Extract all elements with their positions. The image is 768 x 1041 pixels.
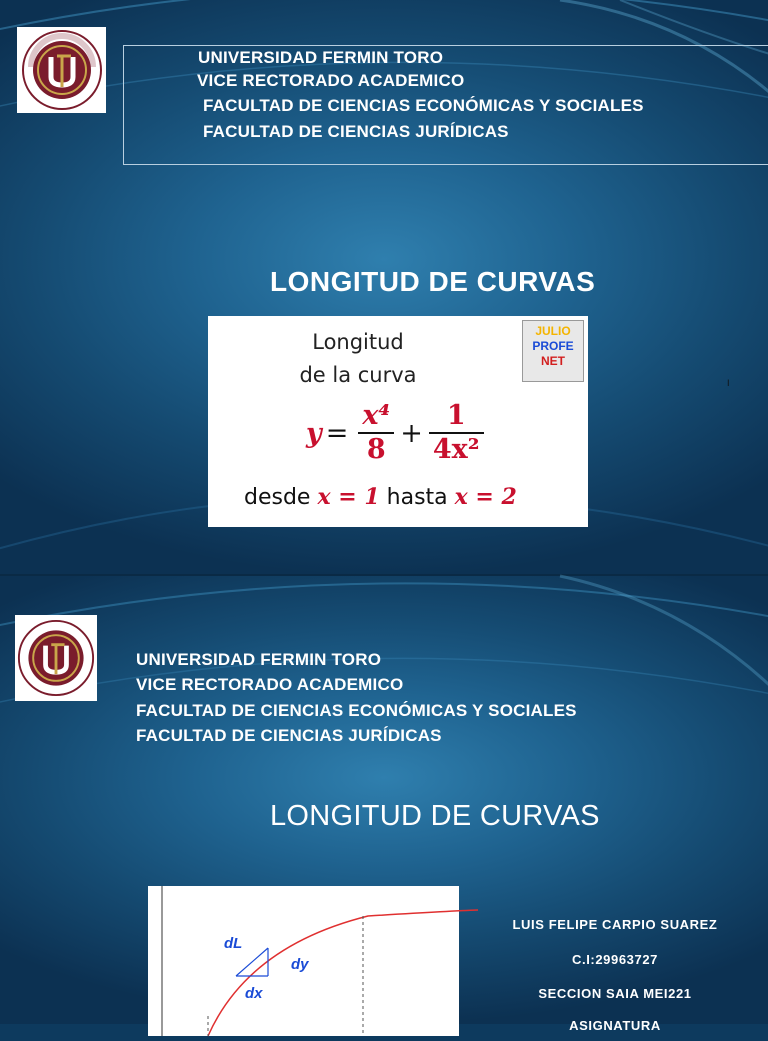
author-id: C.I:29963727 — [572, 952, 658, 967]
header-line-facultad-economicas: FACULTAD DE CIENCIAS ECONÓMICAS Y SOCIALES — [136, 701, 577, 720]
author-subject: ASIGNATURA — [569, 1018, 661, 1033]
interval-from: x = 1 — [317, 484, 380, 510]
university-logo — [17, 27, 106, 113]
author-section: SECCION SAIA MEI221 — [538, 986, 692, 1001]
author-name: LUIS FELIPE CARPIO SUAREZ — [512, 917, 718, 932]
formula-heading-line1: Longitud — [312, 330, 404, 354]
university-seal-icon — [21, 29, 103, 111]
label-dy: dy — [291, 956, 309, 973]
university-seal-icon — [17, 619, 95, 697]
header-line-facultad-juridicas: FACULTAD DE CIENCIAS JURÍDICAS — [136, 726, 442, 745]
interval-desde: desde — [244, 485, 311, 510]
formula-equals: = — [325, 417, 349, 449]
header-line-vice-rectorado: VICE RECTORADO ACADEMICO — [197, 71, 465, 90]
badge-line2: PROFE — [532, 339, 574, 353]
fraction-2-denominator: 4x² — [432, 434, 480, 465]
badge-line1: JULIO — [535, 324, 571, 338]
label-dx: dx — [245, 985, 263, 1002]
formula-fraction-2 — [429, 400, 484, 466]
interval-to: x = 2 — [454, 484, 517, 510]
slide-2 — [0, 576, 768, 1033]
formula-fraction-1 — [358, 400, 394, 466]
header-line-facultad-economicas: FACULTAD DE CIENCIAS ECONÓMICAS Y SOCIALES — [203, 96, 644, 115]
badge-line3: NET — [541, 354, 565, 368]
header-line-facultad-juridicas: FACULTAD DE CIENCIAS JURÍDICAS — [203, 122, 509, 141]
formula-image — [208, 316, 588, 527]
formula-interval — [244, 484, 517, 510]
university-logo — [15, 615, 97, 701]
formula-y: y — [306, 417, 322, 449]
fraction-2-numerator: 1 — [446, 400, 466, 431]
arc-length-graph — [148, 886, 459, 1036]
fraction-1-denominator: 8 — [366, 434, 386, 465]
formula-heading-line2: de la curva — [299, 363, 417, 387]
fraction-1-numerator: x⁴ — [362, 400, 391, 431]
interval-hasta: hasta — [386, 485, 448, 510]
formula-plus: + — [400, 417, 423, 449]
header-line-university: UNIVERSIDAD FERMIN TORO — [136, 650, 382, 669]
text-cursor-mark: I — [727, 378, 730, 388]
slide-title: LONGITUD DE CURVAS — [270, 800, 600, 832]
formula-equation — [306, 400, 490, 466]
label-dL: dL — [224, 935, 243, 952]
slide-title: LONGITUD DE CURVAS — [270, 266, 596, 297]
julioprofenet-badge — [522, 320, 584, 382]
header-line-vice-rectorado: VICE RECTORADO ACADEMICO — [136, 675, 404, 694]
arc-length-diagram — [148, 886, 459, 1036]
header-line-university: UNIVERSIDAD FERMIN TORO — [198, 48, 444, 67]
